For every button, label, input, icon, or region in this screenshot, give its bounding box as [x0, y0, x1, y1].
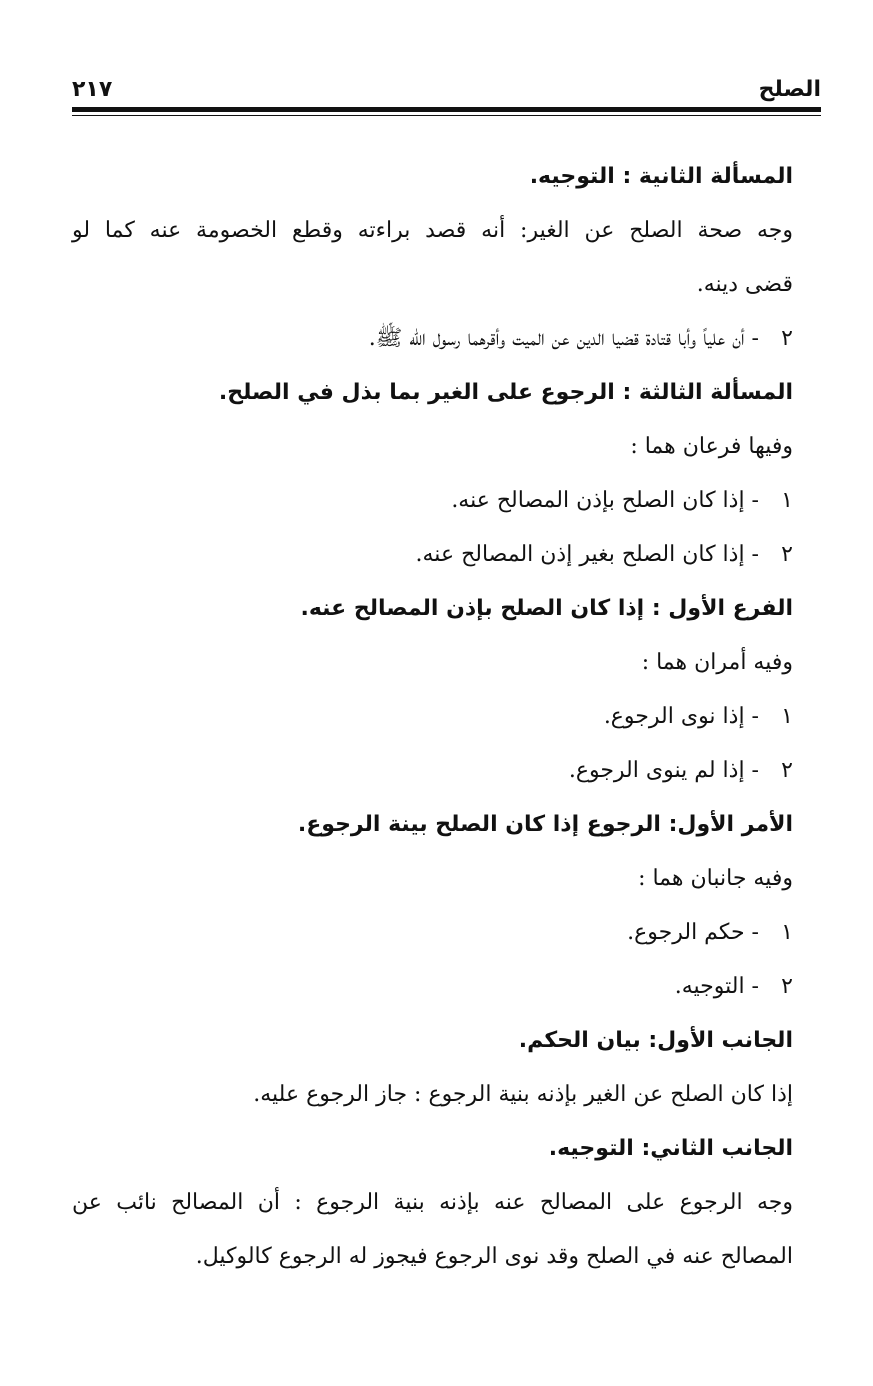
list-item: [72, 690, 793, 744]
list-item: [72, 474, 793, 528]
heading-first-branch: الفرع الأول : إذا كان الصلح بإذن المصالح عنه.: [300, 596, 793, 621]
heading-second-issue: المسألة الثانية : التوجيه.: [529, 164, 793, 189]
paragraph-line: وجه صحة الصلح عن الغير: أنه قصد براءته وقطع الخصومة عنه كما لو: [72, 218, 793, 243]
list-item: [72, 744, 793, 798]
list-item-text: - أن علياً وأبا قتادة قضيا الدين عن الميت وأقرهما رسول الله ﷺ.: [368, 326, 759, 351]
list-item-text: - التوجيه.: [674, 974, 759, 999]
list-number: ٢: [781, 758, 793, 783]
list-number: ١: [781, 920, 793, 945]
paragraph-line: قضى دينه.: [696, 272, 793, 297]
heading-second-aspect: الجانب الثاني: التوجيه.: [548, 1136, 793, 1161]
list-number: ١: [781, 488, 793, 513]
list-item-text: - إذا كان الصلح بإذن المصالح عنه.: [451, 488, 759, 513]
list-number: ١: [781, 704, 793, 729]
heading-first-matter: الأمر الأول: الرجوع إذا كان الصلح بينة الرجوع.: [297, 812, 793, 837]
body-text: [72, 150, 793, 1284]
list-number: ٢: [781, 974, 793, 999]
list-number: ٢: [781, 542, 793, 567]
heading-first-aspect: الجانب الأول: بيان الحكم.: [518, 1028, 793, 1053]
list-item-text: - إذا كان الصلح بغير إذن المصالح عنه.: [415, 542, 759, 567]
header-rule-thick: [72, 107, 821, 112]
running-header: [72, 72, 821, 102]
list-item: [72, 528, 793, 582]
list-item: [72, 906, 793, 960]
paragraph-line: وفيه جانبان هما :: [638, 866, 793, 891]
paragraph-line: إذا كان الصلح عن الغير بإذنه بنية الرجوع : جاز الرجوع عليه.: [253, 1082, 793, 1107]
list-item: [72, 960, 793, 1014]
heading-third-issue: المسألة الثالثة : الرجوع على الغير بما بذل في الصلح.: [218, 380, 793, 405]
header-rule-thin: [72, 115, 821, 116]
paragraph-line: وفيها فرعان هما :: [630, 434, 793, 459]
list-item-text: - حكم الرجوع.: [627, 920, 759, 945]
list-number: ٢: [781, 326, 793, 351]
list-item-text: - إذا لم ينوى الرجوع.: [568, 758, 759, 783]
list-item-text: - إذا نوى الرجوع.: [603, 704, 759, 729]
list-item: [72, 312, 793, 366]
running-title: الصلح: [758, 77, 821, 102]
page-number: ٢١٧: [72, 77, 113, 102]
paragraph-line: وفيه أمران هما :: [641, 650, 793, 675]
paragraph-line: المصالح عنه في الصلح وقد نوى الرجوع فيجوز له الرجوع كالوكيل.: [195, 1244, 793, 1269]
paragraph-line: وجه الرجوع على المصالح عنه بإذنه بنية الرجوع : أن المصالح نائب عن: [72, 1190, 793, 1215]
